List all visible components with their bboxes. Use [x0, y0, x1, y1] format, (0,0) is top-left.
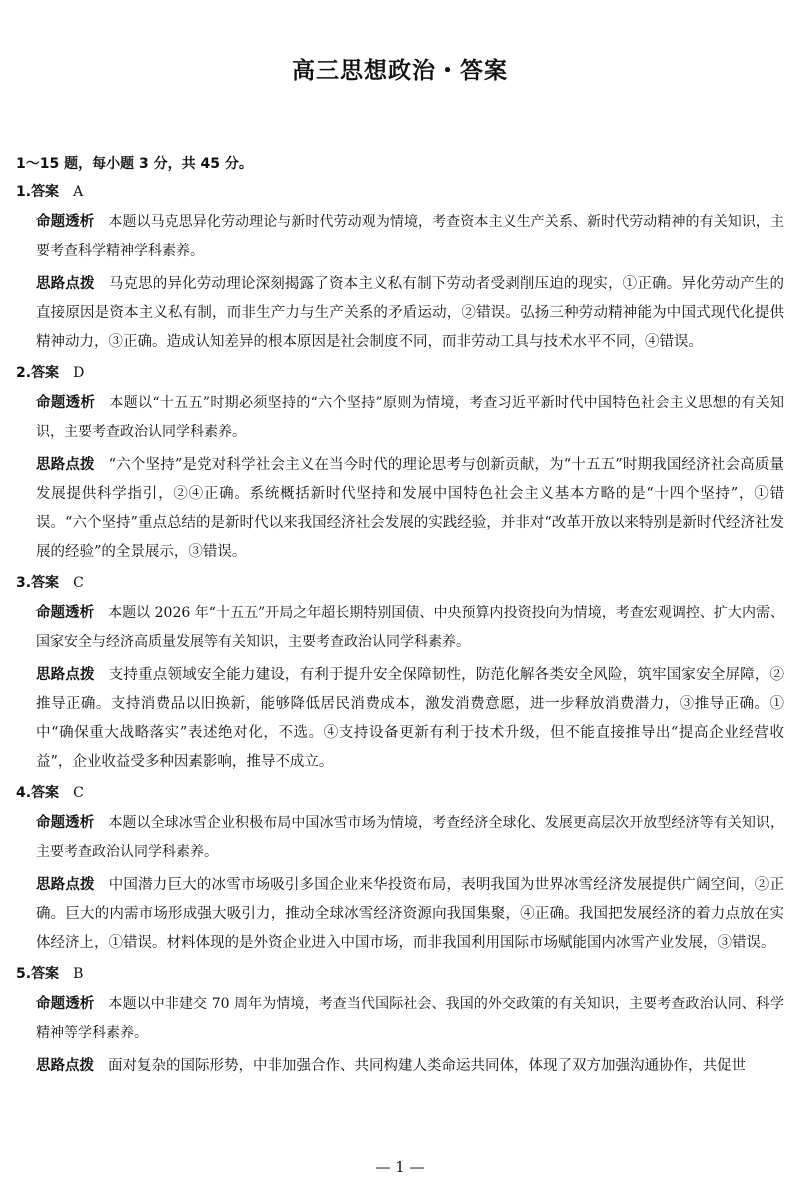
guide-text: “六个坚持”是党对科学社会主义在当今时代的理论思考与创新贡献，为“十五五”时期我国经济社会高质量发展提供科学指引，②④正确。系统概括新时代坚持和发展中国特色社会主义基本方略的是“十四个坚持”，①错误。“六个坚持”重点总结的是新时代以来我国经济社会发展的实践经验，并非对“改革开放以来特别是新时代经济社发展的经验”的全景展示，③错误。: [36, 457, 784, 560]
question-2: [16, 361, 784, 567]
question-header: [16, 781, 784, 805]
question-number: 3.: [16, 575, 32, 591]
answer-value: A: [73, 184, 84, 200]
guide-paragraph: [36, 1052, 784, 1081]
question-header: [16, 361, 784, 385]
guide-text: 中国潜力巨大的冰雪市场吸引多国企业来华投资布局，表明我国为世界冰雪经济发展提供广阔空间，②正确。巨大的内需市场形成强大吸引力，推动全球冰雪经济资源向我国集聚，④正确。我国把发展经济的着力点放在实体经济上，①错误。材料体现的是外资企业进入中国市场，而非我国利用国际市场赋能国内冰雪产业发展，③错误。: [36, 877, 784, 951]
guide-label: 思路点拨: [36, 877, 95, 893]
question-number: 1.: [16, 184, 32, 200]
answer-label: 答案: [31, 966, 60, 982]
question-5: [16, 962, 784, 1081]
question-1: [16, 180, 784, 357]
guide-label: 思路点拨: [36, 667, 95, 683]
guide-text: 支持重点领域安全能力建设，有利于提升安全保障韧性，防范化解各类安全风险，筑牢国家安全屏障，②推导正确。支持消费品以旧换新，能够降低居民消费成本，激发消费意愿，进一步释放消费潜力，③推导正确。①中“确保重大战略落实”表述绝对化，不选。④支持设备更新有利于技术升级，但不能直接推导出“提高企业经营收益”，企业收益受多种因素影响，推导不成立。: [36, 667, 784, 770]
question-3: [16, 571, 784, 777]
guide-label: 思路点拨: [36, 457, 95, 473]
analysis-paragraph: [36, 599, 784, 657]
answer-list: [16, 180, 784, 1085]
analysis-label: 命题透析: [36, 605, 95, 621]
question-number: 2.: [16, 365, 32, 381]
question-header: [16, 962, 784, 986]
analysis-text: 本题以中非建交 70 周年为情境，考查当代国际社会、我国的外交政策的有关知识，主要考查政治认同、科学精神等学科素养。: [36, 996, 785, 1041]
question-number: 5.: [16, 966, 32, 982]
analysis-label: 命题透析: [36, 395, 96, 411]
analysis-text: 本题以全球冰雪企业积极布局中国冰雪市场为情境，考查经济全球化、发展更高层次开放型经济等有关知识，主要考查政治认同学科素养。: [36, 815, 785, 860]
analysis-text: 本题以 2026 年“十五五”开局之年超长期特别国债、中央预算内投资投向为情境，考查宏观调控、扩大内需、国家安全与经济高质量发展等有关知识，主要考查政治认同学科素养。: [36, 605, 785, 650]
question-header: [16, 180, 784, 204]
analysis-paragraph: [36, 208, 784, 266]
answer-value: B: [73, 966, 84, 982]
analysis-text: 本题以马克思异化劳动理论与新时代劳动观为情境，考查资本主义生产关系、新时代劳动精神的有关知识，主要考查科学精神学科素养。: [36, 214, 785, 259]
guide-label: 思路点拨: [36, 276, 95, 292]
analysis-label: 命题透析: [36, 996, 95, 1012]
question-header: [16, 571, 784, 595]
answer-label: 答案: [31, 785, 60, 801]
answer-value: D: [73, 365, 85, 381]
section-intro: 1～15 题，每小题 3 分，共 45 分。: [16, 156, 253, 172]
guide-label: 思路点拨: [36, 1058, 94, 1074]
answer-value: C: [73, 575, 84, 591]
answer-label: 答案: [31, 184, 60, 200]
analysis-text: 本题以“十五五”时期必须坚持的“六个坚持”原则为情境，考查习近平新时代中国特色社会主义思想的有关知识，主要考查政治认同学科素养。: [36, 395, 784, 440]
analysis-paragraph: [36, 990, 784, 1048]
answer-value: C: [73, 785, 84, 801]
question-4: [16, 781, 784, 958]
guide-paragraph: [36, 270, 784, 357]
guide-paragraph: [36, 451, 784, 567]
page-number: — 1 —: [375, 1158, 425, 1176]
page-title: 高三思想政治・答案: [292, 58, 508, 84]
analysis-paragraph: [36, 389, 784, 447]
guide-text: 面对复杂的国际形势，中非加强合作、共同构建人类命运共同体，体现了双方加强沟通协作，共促世: [108, 1058, 746, 1074]
guide-paragraph: [36, 871, 784, 958]
analysis-label: 命题透析: [36, 214, 95, 230]
answer-label: 答案: [31, 575, 60, 591]
answer-label: 答案: [31, 365, 60, 381]
guide-paragraph: [36, 661, 784, 777]
analysis-paragraph: [36, 809, 784, 867]
question-number: 4.: [16, 785, 32, 801]
analysis-label: 命题透析: [36, 815, 95, 831]
guide-text: 马克思的异化劳动理论深刻揭露了资本主义私有制下劳动者受剥削压迫的现实，①正确。异化劳动产生的直接原因是资本主义私有制，而非生产力与生产关系的矛盾运动，②错误。弘扬三种劳动精神能为中国式现代化提供精神动力，③正确。造成认知差异的根本原因是社会制度不同，而非劳动工具与技术水平不同，④错误。: [36, 276, 784, 350]
